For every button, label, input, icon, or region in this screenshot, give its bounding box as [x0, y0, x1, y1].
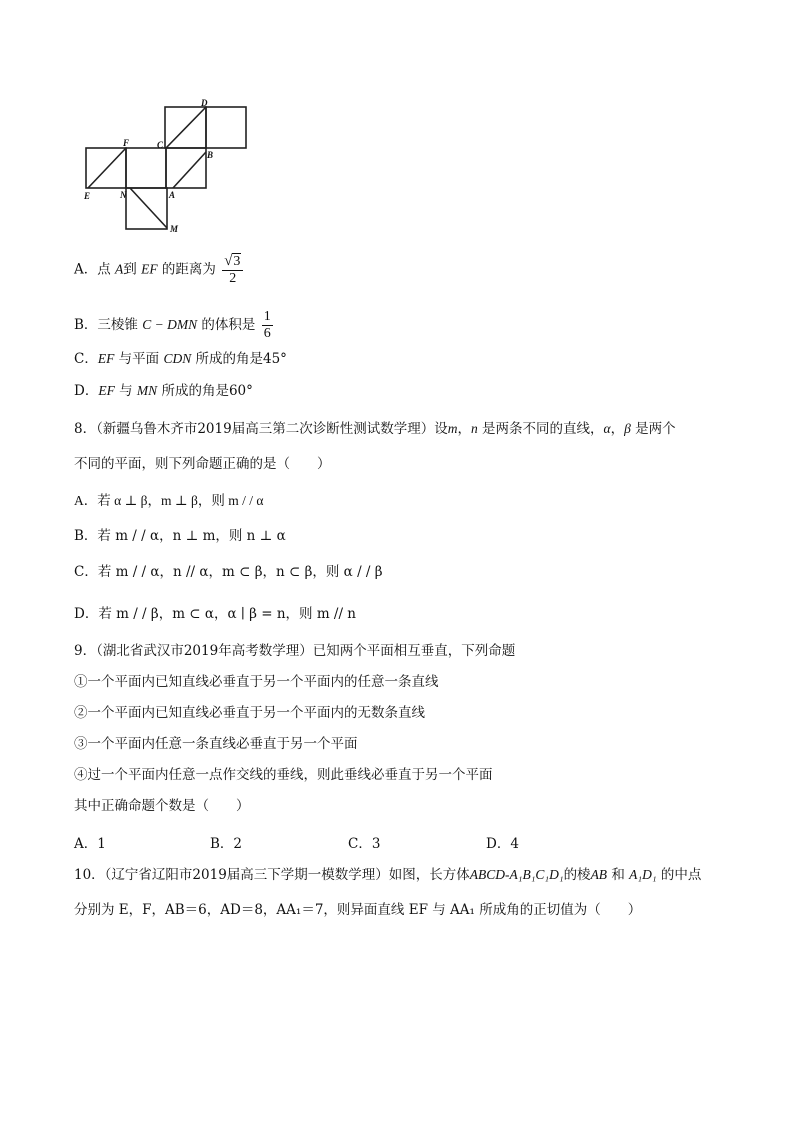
q7-c-tail: 所成的角是45° — [191, 351, 287, 367]
q10-cuboid: ABCD-A₁B₁C₁D₁ — [469, 867, 564, 882]
q7-option-a — [74, 254, 245, 286]
q7-c-segment: EF — [97, 351, 115, 366]
q10-text-b: 的棱 — [563, 867, 591, 883]
cube-net-figure — [80, 96, 255, 236]
diag-C-D — [166, 107, 206, 148]
q8-option-a: A．若 α ⊥ β，m ⊥ β，则 m / / α — [74, 493, 264, 508]
q7-b-expr: C − DMN — [142, 317, 198, 332]
q7-c-plane: CDN — [163, 351, 192, 366]
q8-sep2: ， — [610, 421, 625, 437]
label-B: B — [207, 150, 214, 160]
q7-d-mid: 与 — [114, 383, 137, 399]
q8-var-m: m — [447, 421, 458, 436]
q9-statement-1: ①一个平面内已知直线必垂直于另一个平面内的任意一条直线 — [74, 674, 439, 690]
q8-stem-text: 8．（新疆乌鲁木齐市2019届高三第二次诊断性测试数学理）设 — [74, 421, 448, 437]
q9-option-b: B．2 — [210, 836, 243, 852]
label-A: A — [169, 190, 176, 200]
q8-stem-line1 — [74, 422, 676, 437]
q8-option-b: B．若 m / / α，n ⊥ m，则 n ⊥ α — [74, 528, 286, 544]
q7-option-b — [74, 310, 275, 341]
q8-var-beta: β — [624, 421, 631, 436]
q10-line2: 分别为 E，F，AB＝6，AD＝8，AA₁＝7，则异面直线 EF 与 AA₁ 所成角的正切值为（ ） — [74, 902, 642, 918]
q8-option-c: C．若 m / / α，n // α，m ⊂ β，n ⊂ β，则 α / / β — [74, 564, 383, 580]
q8-sep: ， — [457, 421, 471, 437]
q7-b-denominator: 6 — [263, 326, 271, 341]
q10-text-a: 10．（辽宁省辽阳市2019届高三下学期一模数学理）如图，长方体 — [74, 867, 470, 883]
q7-d-segment: EF — [98, 383, 115, 398]
q8-stem-line2: 不同的平面，则下列命题正确的是（ ） — [74, 456, 331, 472]
q9-statement-4: ④过一个平面内任意一点作交线的垂线，则此垂线必垂直于另一个平面 — [74, 767, 493, 783]
q10-edge-a1d1: A₁D₁ — [629, 867, 657, 882]
q10-edge-ab: AB — [590, 867, 608, 882]
q8-option-d: D．若 m / / β，m ⊂ α，α ∣ β = n，则 m // n — [74, 606, 356, 622]
q7-a-denominator: 2 — [229, 271, 237, 286]
label-C: C — [157, 140, 164, 150]
q9-option-a: A．1 — [74, 836, 106, 852]
q7-b-fraction — [262, 310, 273, 341]
q9-statement-2: ②一个平面内已知直线必垂直于另一个平面内的无数条直线 — [74, 705, 425, 721]
q8-var-alpha: α — [603, 421, 611, 436]
q7-a-fraction: $\frac{√3}{2}$ — [222, 254, 243, 286]
q7-b-tail: 的体积是 — [197, 317, 256, 333]
net-square-top-right — [206, 107, 246, 148]
q9-option-c: C．3 — [348, 836, 381, 852]
q7-a-segment: EF — [141, 261, 158, 277]
q7-c-mid: 与平面 — [114, 351, 164, 367]
q7-a-mid: 到 — [123, 261, 142, 278]
q7-d-prefix: D． — [74, 383, 99, 399]
label-E: E — [84, 191, 91, 201]
q9-stem: 9．（湖北省武汉市2019年高考数学理）已知两个平面相互垂直，下列命题 — [74, 643, 516, 659]
q9-question: 其中正确命题个数是（ ） — [74, 798, 250, 814]
q7-b-prefix: B．三棱锥 — [74, 317, 143, 333]
q9-statement-3: ③一个平面内任意一条直线必垂直于另一个平面 — [74, 736, 358, 752]
net-square-bottom — [126, 188, 167, 229]
diag-N-M — [130, 188, 167, 228]
q7-d-tail: 所成的角是60° — [157, 383, 253, 399]
diag-A-B — [173, 152, 206, 188]
q7-option-d — [74, 384, 253, 399]
q7-a-prefix: A．点 — [74, 261, 116, 278]
q9-option-d: D．4 — [486, 836, 519, 852]
label-N: N — [120, 190, 127, 200]
q10-and: 和 — [607, 867, 630, 883]
label-F: F — [123, 138, 130, 148]
q7-a-radicand: 3 — [233, 254, 241, 269]
q8-stem-text-b: 是两条不同的直线， — [477, 421, 604, 437]
q7-c-prefix: C． — [74, 351, 98, 367]
q7-option-c — [74, 352, 287, 367]
net-square-mid-3 — [166, 148, 206, 188]
q7-b-numerator: 1 — [263, 309, 271, 324]
q8-stem-text-c: 是两个 — [630, 421, 676, 437]
q8-var-n: n — [470, 421, 478, 436]
net-square-mid-2 — [126, 148, 166, 188]
diag-E-F — [88, 148, 126, 188]
label-D: D — [201, 98, 208, 108]
q7-d-segment2: MN — [136, 383, 158, 398]
label-M: M — [170, 224, 179, 234]
q10-text-c: 的中点 — [656, 867, 702, 883]
q10-line1 — [74, 868, 701, 883]
q7-a-point: A — [115, 261, 124, 277]
q7-a-tail: 的距离为 — [157, 261, 216, 278]
